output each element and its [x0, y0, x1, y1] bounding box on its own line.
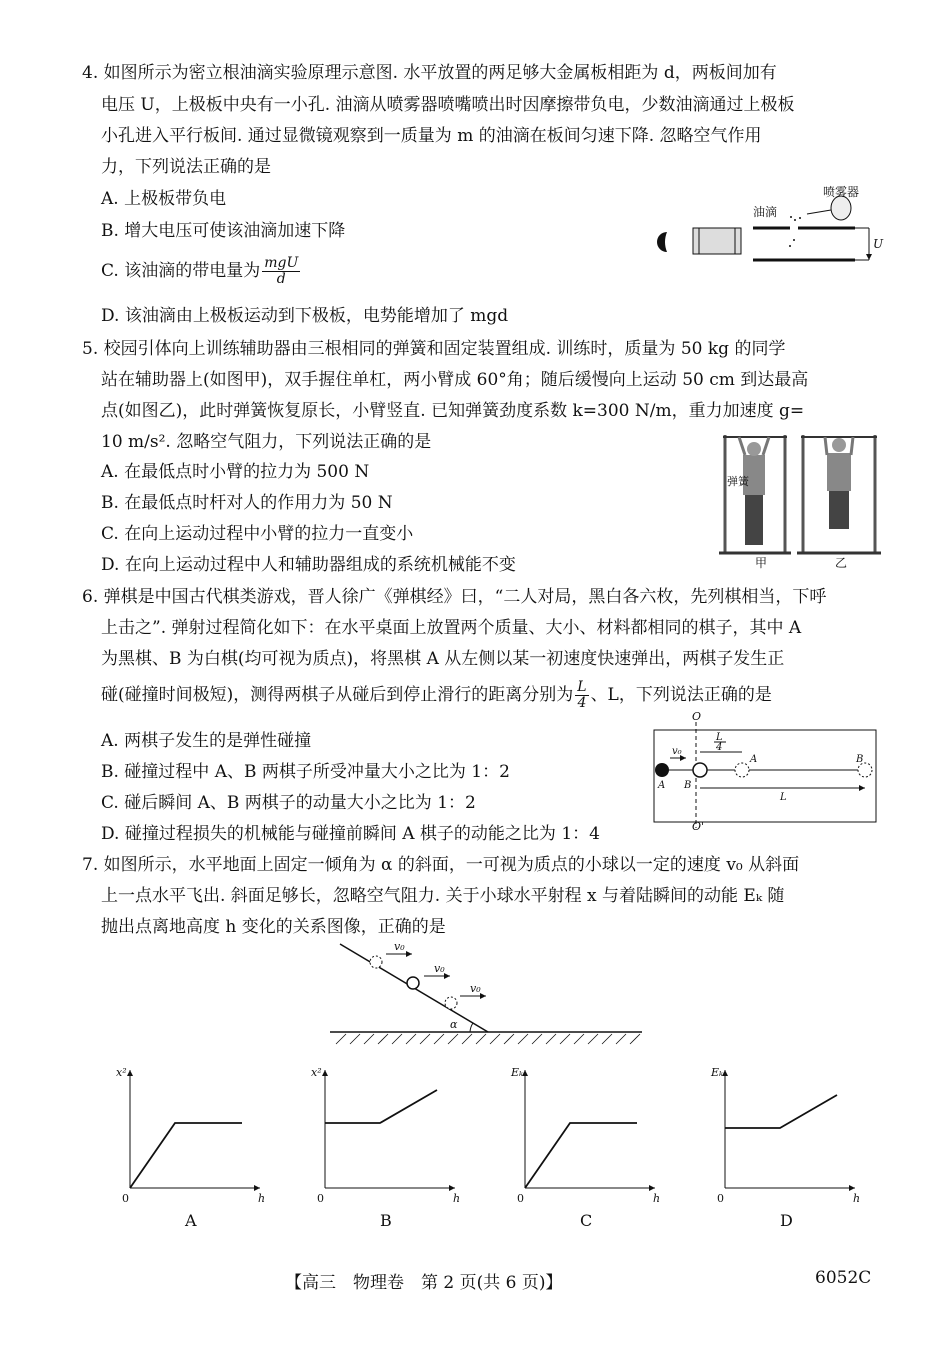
q6-stem-line3: 为黑棋、B 为白棋(均可视为质点)，将黑棋 A 从左侧以某一初速度快速弹出，两棋子发生正 — [101, 649, 785, 669]
x-axis-label: h — [853, 1192, 861, 1205]
y-axis-label: Eₖ — [511, 1066, 524, 1079]
q6-stem-line4 — [101, 680, 772, 711]
label-voltage: U — [873, 237, 884, 251]
label-l4-den: 4 — [716, 742, 723, 753]
person-yi — [827, 453, 851, 491]
q4-millikan-figure — [655, 180, 885, 280]
graph-d — [710, 1066, 860, 1230]
graph-option-label: A — [185, 1211, 197, 1230]
q5-stem-line3: 点(如图乙)，此时弹簧恢复原长，小臂竖直. 已知弹簧劲度系数 k=300 N/m，重力加速度 g= — [101, 401, 805, 421]
q6-option-b: B. 碰撞过程中 A、B 两棋子所受冲量大小之比为 1：2 — [101, 762, 510, 782]
q7-incline-figure — [330, 940, 650, 1050]
table-border — [654, 730, 876, 822]
y-axis-label: x² — [116, 1066, 127, 1079]
paper-code: 6052C — [815, 1268, 872, 1288]
q4-frac-numerator: mgU — [264, 255, 299, 271]
x-axis-label: h — [258, 1192, 266, 1205]
q5-option-c: C. 在向上运动过程中小臂的拉力一直变小 — [101, 524, 414, 544]
q6-frac-denominator: 4 — [577, 695, 587, 711]
q7-graphs — [100, 1060, 880, 1240]
label-yi: 乙 — [835, 556, 848, 570]
q4-option-d: D. 该油滴由上极板运动到下极板，电势能增加了 mgd — [101, 306, 509, 326]
q6-stem-line1: 6. 弹棋是中国古代棋类游戏，晋人徐广《弹棋经》曰，“二人对局，黑白各六枚，先列棋相当，下呼 — [82, 587, 827, 607]
label-jia: 甲 — [755, 556, 768, 570]
q6-chess-figure — [640, 710, 880, 833]
frame-jia — [719, 435, 791, 570]
white-piece-b — [693, 763, 707, 777]
q6-stem-line2: 上击之”. 弹射过程简化如下：在水平桌面上放置两个质量、大小、材料都相同的棋子，其中 A — [101, 618, 802, 638]
graph-c — [510, 1066, 660, 1230]
label-sprayer: 喷雾器 — [823, 185, 860, 199]
graph-curve — [525, 1123, 637, 1188]
q5-option-b: B. 在最低点时杆对人的作用力为 50 N — [101, 493, 393, 513]
q4-option-a: A. 上极板带负电 — [101, 189, 227, 209]
q5-option-d: D. 在向上运动过程中人和辅助器组成的系统机械能不变 — [101, 555, 516, 575]
q4-option-b: B. 增大电压可使该油滴加速下降 — [101, 221, 346, 241]
graph-option-label: C — [580, 1211, 593, 1230]
label-l4-num: L — [716, 732, 723, 743]
label-v0: v₀ — [672, 746, 682, 757]
origin-label: 0 — [122, 1192, 129, 1205]
label-o-prime: O' — [692, 820, 705, 833]
q4-option-c — [101, 256, 302, 287]
label-v0-3: v₀ — [470, 982, 481, 995]
q5-stem-line1: 5. 校园引体向上训练辅助器由三根相同的弹簧和固定装置组成. 训练时，质量为 50 kg 的同学 — [82, 339, 786, 359]
origin-label: 0 — [317, 1192, 324, 1205]
graph-b — [311, 1066, 460, 1230]
label-alpha: α — [450, 1018, 458, 1031]
origin-label: 0 — [717, 1192, 724, 1205]
page-footer: 【高三 物理卷 第 2 页(共 6 页)】 — [285, 1273, 563, 1293]
graph-curve — [130, 1123, 242, 1188]
graph-curve — [725, 1095, 837, 1128]
q6-stem-fraction — [575, 680, 588, 711]
graph-option-label: D — [780, 1211, 793, 1230]
q4-option-c-fraction — [262, 256, 300, 287]
label-oil-drop: 油滴 — [753, 205, 778, 219]
q4-option-c-text: C. 该油滴的带电量为 — [101, 261, 261, 281]
y-axis-label: Eₖ — [711, 1066, 724, 1079]
piece-b-final — [858, 763, 872, 777]
frame-yi — [797, 435, 881, 570]
microscope-eyepiece-icon — [657, 232, 667, 252]
q6-stem-line4-end: 、L，下列说法正确的是 — [590, 685, 772, 705]
q7-stem-line1: 7. 如图所示，水平地面上固定一倾角为 α 的斜面，一可视为质点的小球以一定的速度 v₀ 从斜面 — [82, 855, 800, 875]
q6-option-a: A. 两棋子发生的是弹性碰撞 — [101, 731, 312, 751]
label-a: A — [658, 780, 666, 791]
label-a-final: A — [750, 754, 758, 765]
ball-position-2 — [407, 977, 419, 989]
q4-stem-line2: 电压 U，上极板中央有一小孔. 油滴从喷雾器喷嘴喷出时因摩擦带负电，少数油滴通过上极板 — [101, 95, 795, 115]
q6-option-d: D. 碰撞过程损失的机械能与碰撞前瞬间 A 棋子的动能之比为 1：4 — [101, 824, 600, 844]
q4-stem-line1: 4. 如图所示为密立根油滴实验原理示意图. 水平放置的两足够大金属板相距为 d，两板间加有 — [82, 63, 777, 83]
x-axis-label: h — [453, 1192, 461, 1205]
q5-stem-line4: 10 m/s². 忽略空气阻力，下列说法正确的是 — [101, 432, 432, 452]
q6-option-c: C. 碰后瞬间 A、B 两棋子的动量大小之比为 1：2 — [101, 793, 476, 813]
origin-label: 0 — [517, 1192, 524, 1205]
x-axis-label: h — [653, 1192, 661, 1205]
piece-a-final — [735, 763, 749, 777]
graph-curve — [325, 1090, 437, 1123]
q6-frac-numerator: L — [577, 679, 587, 695]
q4-frac-denominator: d — [276, 271, 286, 287]
ball-position-3 — [445, 997, 457, 1009]
black-piece-a — [655, 763, 669, 777]
label-v0-2: v₀ — [434, 962, 445, 975]
graph-a — [116, 1066, 265, 1230]
label-l: L — [780, 792, 787, 803]
label-b-final: B — [856, 754, 864, 765]
label-spring: 弹簧 — [727, 475, 749, 488]
q5-stem-line2: 站在辅助器上(如图甲)，双手握住单杠，两小臂成 60°角；随后缓慢向上运动 50 cm 到达最高 — [101, 370, 809, 390]
q4-stem-line3: 小孔进入平行板间. 通过显微镜观察到一质量为 m 的油滴在板间匀速下降. 忽略空气作用 — [101, 126, 762, 146]
microscope-tube — [693, 228, 741, 254]
q5-pullup-figure — [715, 425, 885, 573]
label-v0-1: v₀ — [394, 940, 405, 953]
graph-option-label: B — [380, 1211, 392, 1230]
q7-stem-line2: 上一点水平飞出. 斜面足够长，忽略空气阻力. 关于小球水平射程 x 与着陆瞬间的动能 Eₖ 随 — [101, 886, 785, 906]
q4-stem-line4: 力，下列说法正确的是 — [101, 157, 271, 177]
ground-hatch — [336, 1034, 640, 1044]
ball-position-1 — [370, 956, 382, 968]
label-b: B — [684, 780, 692, 791]
y-axis-label: x² — [311, 1066, 322, 1079]
q5-option-a: A. 在最低点时小臂的拉力为 500 N — [101, 462, 370, 482]
sprayer-bulb-icon — [831, 196, 851, 220]
q7-stem-line3: 抛出点离地高度 h 变化的关系图像，正确的是 — [101, 917, 446, 937]
label-o: O — [692, 710, 702, 723]
q6-stem-line4-text: 碰(碰撞时间极短)，测得两棋子从碰后到停止滑行的距离分别为 — [101, 685, 574, 705]
